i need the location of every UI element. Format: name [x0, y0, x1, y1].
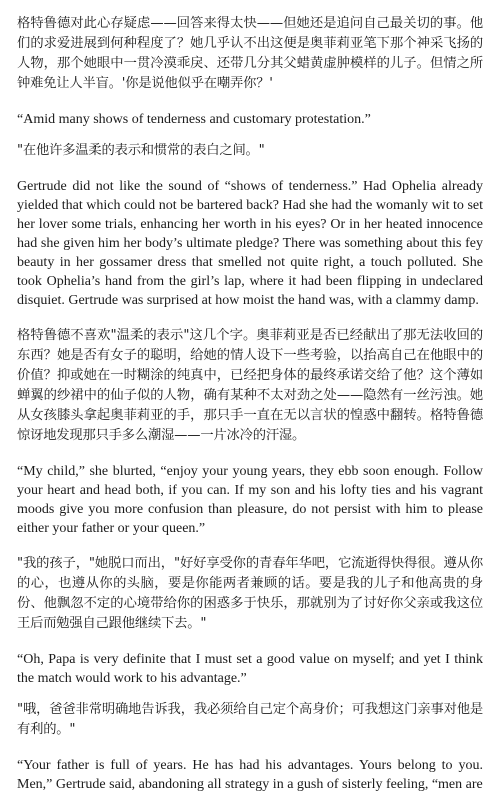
paragraph-zh-4: "我的孩子，"她脱口而出，"好好享受你的青春年华吧，它流逝得快得很。遵从你的心，也遵从你的头脑，要是你能两者兼顾的话。要是我的儿子和他高贵的身份、他飘忽不定的心境带给你的困惑多于快乐，那就别为了讨好你父亲或我这位王后而勉强自己跟他继续下去。": [17, 556, 483, 631]
paragraph-en-4: “Oh, Papa is very definite that I must set a good value on myself; and yet I think the match would work to his advantage.”: [17, 652, 483, 686]
paragraph-zh-5: "哦，爸爸非常明确地告诉我，我必须给自己定个高身价；可我想这门亲事对他是有利的。": [17, 702, 483, 737]
paragraph-en-5: “Your father is full of years. He has had his advantages. Yours belong to you. Men,” Gertrude said, abandoning all strategy in a gush of sisterly feeling, “men are: [17, 758, 483, 792]
paragraph-zh-2: "在他许多温柔的表示和惯常的表白之间。": [17, 143, 265, 158]
paragraph-zh-3: 格特鲁德不喜欢"温柔的表示"这几个字。奥菲莉亚是否已经献出了那无法收回的东西？她是否有女子的聪明，给她的情人设下一些考验，以抬高自己在他眼中的价值？抑或她在一时糊涂的纯真中，已经把身体的最终承诺交给了他？这个薄如蝉翼的纱裙中的仙子似的人物，确有某种不太对劲之处——隐然有一丝污浊。她从女孩膝头拿起奥菲莉亚的手，那只手一直在无以言状的惶惑中翻转。格特鲁德惊讶地发现那只手多么潮湿——一片冰冷的汗湿。: [17, 328, 483, 443]
paragraph-en-1: “Amid many shows of tenderness and customary protestation.”: [17, 112, 371, 127]
paragraph-zh-1: 格特鲁德对此心存疑虑——回答来得太快——但她还是追问自己最关切的事。他们的求爱进展到何种程度了？她几乎认不出这便是奥菲莉亚笔下那个神采飞扬的人物，那个她眼中一贯冷漠乖戾、还带几分其父蜡黄虚肿模样的儿子。但情之所钟难免让人半盲。'你是说他似乎在嘲弄你？': [17, 16, 483, 91]
paragraph-en-3: “My child,” she blurted, “enjoy your young years, they ebb soon enough. Follow your heart and head both, if you can. If my son and his lofty ties and his vagrant moods give you more confusion than pleasure, do not persist with him to please either your father or your queen.”: [17, 464, 483, 536]
paragraph-en-2: Gertrude did not like the sound of “shows of tenderness.” Had Ophelia already yielded that which could not be bartered back? Had she had the womanly wit to set her lover some trials, enhancing her worth in his eyes? Or in her heated innocence had she given him her body’s ultimate pledge? There was something about this fey beauty in her gossamer dress that smelled not quite right, a touch polluted. She took Ophelia’s hand from the girl’s lap, where it had been flipping in undeclared disquiet. Gertrude was surprised at how moist the hand was, with a clammy damp.: [17, 179, 483, 308]
